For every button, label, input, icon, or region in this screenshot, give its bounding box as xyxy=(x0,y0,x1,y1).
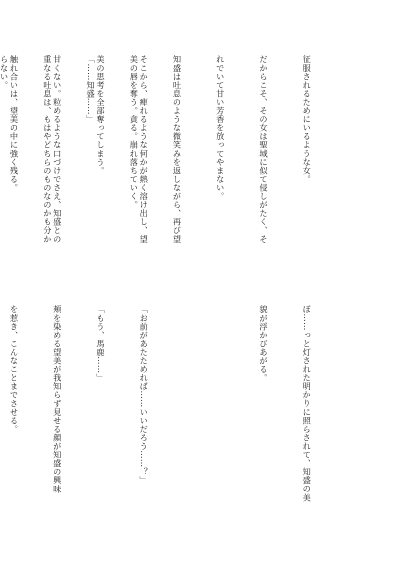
text-line: だからこそ、その女は聖域に似て侵しがたく、そ xyxy=(258,55,269,244)
text-line: らない。 xyxy=(0,55,10,90)
body-text-right-lower xyxy=(228,305,343,527)
text-line: 触れ合いは、望美の中に強く残る。 xyxy=(9,55,20,192)
body-text-left-lower xyxy=(0,305,180,527)
text-line: れでいて甘い芳香を放ってやまない。 xyxy=(215,55,226,201)
text-line: 「もう、馬鹿……」 xyxy=(95,305,106,382)
body-text-left xyxy=(0,55,180,287)
text-line: 重なる吐息は、もはやどちらのものなのかも分か xyxy=(42,55,53,244)
text-line: ぼ……っと灯された明かりに照らされて、知盛の美 xyxy=(302,305,313,502)
text-line: 貌が浮かびあがる。 xyxy=(258,305,269,382)
text-line: 美の思考を全部奪ってしまう。 xyxy=(95,55,106,175)
text-line: 征服されるためにいるような女。 xyxy=(302,55,313,184)
text-line: 頬を染める望美が我知らず見せる顔が知盛の興味 xyxy=(52,305,63,494)
text-line: 「……知盛……」 xyxy=(86,55,97,124)
text-line: 知盛は吐息のような微笑みを返しながら、再び望 xyxy=(172,55,183,244)
text-line: 「お前があたためれば……いいだろう……？」 xyxy=(139,305,150,485)
text-line: 美の唇を奪う。貪る。崩れ落ちていく。 xyxy=(129,55,140,209)
text-line: を惹き、こんなことまでさせる。 xyxy=(9,305,20,434)
text-line: 甘くない。粒めるような口づけでさえ、知盛との xyxy=(52,55,63,244)
text-line: そこから、痺れるような何かが熱く溶け出し、望 xyxy=(139,55,150,244)
